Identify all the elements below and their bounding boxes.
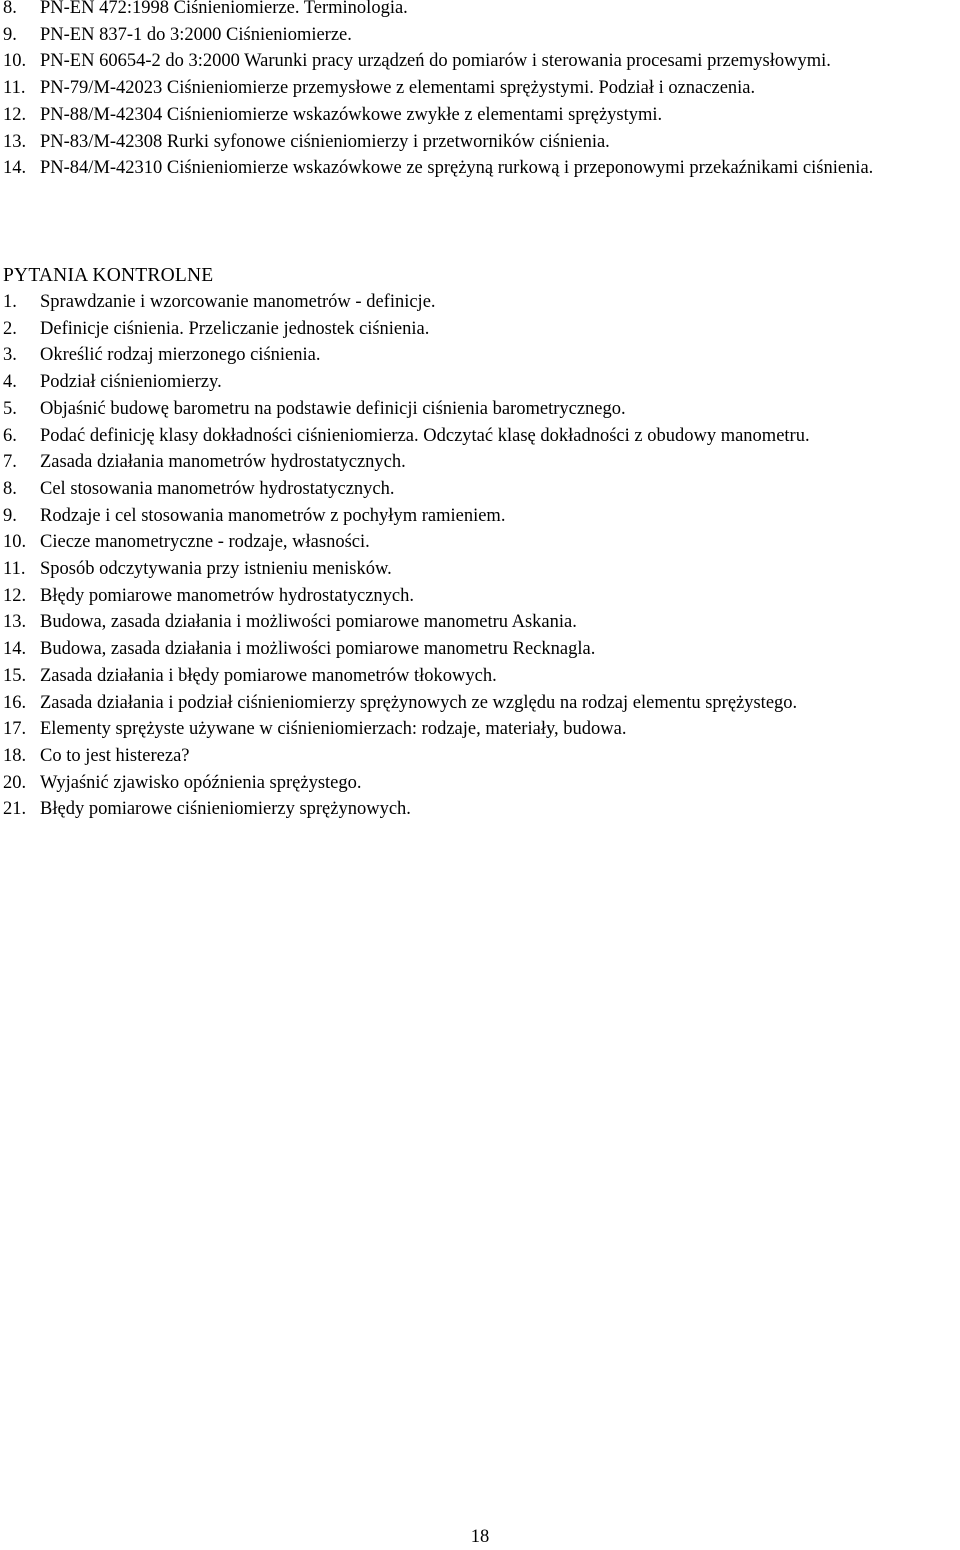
question-item-number: 8. (3, 478, 17, 499)
question-item-text: Objaśnić budowę barometru na podstawie definicji ciśnienia barometrycznego. (40, 398, 626, 419)
question-item (3, 636, 960, 663)
reference-item-text: PN-84/M-42310 Ciśnieniomierze wskazówkowe ze sprężyną rurkową i przeponowymi przekaźnikami ciśnienia. (40, 158, 874, 179)
question-item-text: Zasada działania i podział ciśnieniomierzy sprężynowych ze względu na rodzaj elementu sprężystego. (40, 692, 798, 713)
question-item-text: Określić rodzaj mierzonego ciśnienia. (40, 345, 321, 366)
question-item (3, 503, 960, 530)
question-item-number: 4. (3, 372, 17, 393)
question-item-number: 21. (3, 799, 27, 820)
question-item-number: 13. (3, 612, 27, 633)
reference-item-number: 12. (3, 104, 27, 125)
references-list (3, 0, 960, 182)
question-item-number: 9. (3, 505, 17, 526)
question-item (3, 449, 960, 476)
question-item-number: 10. (3, 532, 27, 553)
question-item (3, 770, 960, 797)
page-number: 18 (470, 1527, 490, 1547)
reference-item-number: 8. (3, 0, 17, 18)
question-item (3, 716, 960, 743)
question-item-text: Elementy sprężyste używane w ciśnieniomierzach: rodzaje, materiały, budowa. (40, 719, 627, 740)
reference-item-text: PN-88/M-42304 Ciśnieniomierze wskazówkowe zwykłe z elementami sprężystymi. (40, 104, 663, 125)
reference-item-text: PN-83/M-42308 Rurki syfonowe ciśnieniomierzy i przetworników ciśnienia. (40, 131, 610, 152)
reference-item-number: 9. (3, 24, 17, 45)
reference-item-number: 14. (3, 158, 27, 179)
question-item-number: 2. (3, 318, 17, 339)
reference-item (3, 0, 960, 22)
question-item-text: Rodzaje i cel stosowania manometrów z pochyłym ramieniem. (40, 505, 506, 526)
question-item-number: 15. (3, 665, 27, 686)
question-item-number: 14. (3, 639, 27, 660)
question-item (3, 342, 960, 369)
question-item-text: Wyjaśnić zjawisko opóźnienia sprężystego. (40, 772, 362, 793)
reference-item-text: PN-EN 837-1 do 3:2000 Ciśnieniomierze. (40, 24, 352, 45)
reference-item-text: PN-EN 472:1998 Ciśnieniomierze. Terminologia. (40, 0, 408, 18)
question-item-number: 17. (3, 719, 27, 740)
question-item-number: 7. (3, 452, 17, 473)
reference-item (3, 129, 960, 156)
question-item-number: 20. (3, 772, 27, 793)
reference-item-text: PN-79/M-42023 Ciśnieniomierze przemysłowe z elementami sprężystymi. Podział i oznaczenia. (40, 78, 756, 99)
reference-item-number: 11. (3, 78, 26, 99)
question-item-text: Błędy pomiarowe ciśnieniomierzy sprężynowych. (40, 799, 411, 820)
question-item (3, 743, 960, 770)
question-item-number: 3. (3, 345, 17, 366)
question-item (3, 690, 960, 717)
question-item (3, 556, 960, 583)
question-item-number: 5. (3, 398, 17, 419)
question-item-text: Zasada działania manometrów hydrostatycznych. (40, 452, 406, 473)
question-item-number: 6. (3, 425, 17, 446)
question-item (3, 663, 960, 690)
question-item-text: Co to jest histereza? (40, 745, 190, 766)
reference-item-text: PN-EN 60654-2 do 3:2000 Warunki pracy urządzeń do pomiarów i sterowania procesami przemysłowymi. (40, 51, 831, 72)
question-item (3, 529, 960, 556)
question-item-number: 1. (3, 292, 17, 312)
question-item (3, 423, 960, 450)
question-item (3, 583, 960, 610)
reference-item (3, 102, 960, 129)
question-item (3, 289, 960, 316)
reference-item (3, 75, 960, 102)
reference-item (3, 22, 960, 49)
question-item-number: 18. (3, 745, 27, 766)
question-item-text: Budowa, zasada działania i możliwości pomiarowe manometru Askania. (40, 612, 577, 633)
question-item-text: Błędy pomiarowe manometrów hydrostatycznych. (40, 585, 415, 606)
question-item-text: Ciecze manometryczne - rodzaje, własności. (40, 532, 370, 553)
question-item-number: 12. (3, 585, 27, 606)
question-item-text: Sprawdzanie i wzorcowanie manometrów - definicje. (40, 292, 436, 312)
question-item-text: Budowa, zasada działania i możliwości pomiarowe manometru Recknagla. (40, 639, 596, 660)
question-item-text: Podać definicję klasy dokładności ciśnieniomierza. Odczytać klasę dokładności z obudowy manometru. (40, 425, 810, 446)
question-item-text: Definicje ciśnienia. Przeliczanie jednostek ciśnienia. (40, 318, 430, 339)
question-item-text: Cel stosowania manometrów hydrostatycznych. (40, 478, 395, 499)
question-item (3, 796, 960, 823)
reference-item (3, 155, 960, 182)
question-item-text: Podział ciśnieniomierzy. (40, 372, 222, 393)
reference-item-number: 13. (3, 131, 27, 152)
reference-item (3, 48, 960, 75)
question-item-text: Zasada działania i błędy pomiarowe manometrów tłokowych. (40, 665, 497, 686)
questions-list (3, 289, 960, 823)
question-item (3, 476, 960, 503)
question-item (3, 316, 960, 343)
reference-item-number: 10. (3, 51, 27, 72)
question-item (3, 396, 960, 423)
question-item-number: 16. (3, 692, 27, 713)
question-item-number: 11. (3, 559, 26, 580)
question-item (3, 369, 960, 396)
section-heading: PYTANIA KONTROLNE (3, 265, 214, 286)
question-item-text: Sposób odczytywania przy istnieniu menisków. (40, 559, 392, 580)
question-item (3, 609, 960, 636)
